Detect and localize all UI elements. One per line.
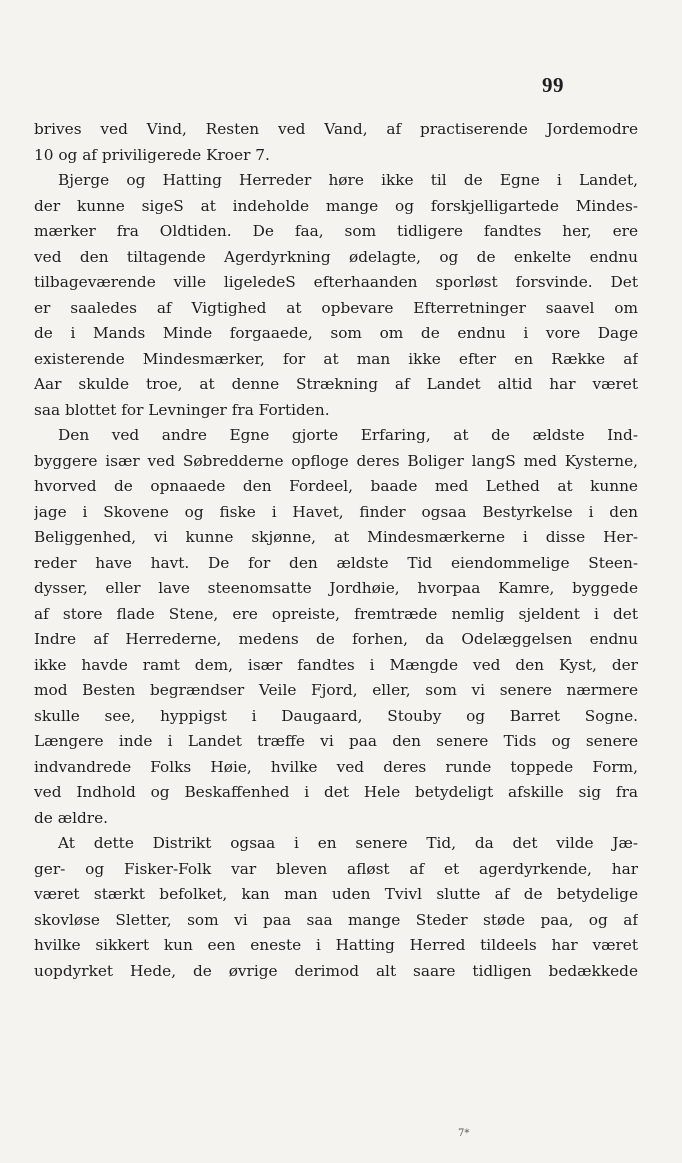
text-line: Aar skulde troe, at denne Strækning af Landet altid har været — [34, 375, 638, 393]
text-line: indvandrede Folks Høie, hvilke ved deres runde toppede Form, — [34, 757, 638, 776]
text-line: skovløse Sletter, som vi paa saa mange Steder støde paa, og af — [34, 910, 638, 929]
text-line: af store flade Stene, ere opreiste, fremtræde nemlig sjeldent i det — [34, 604, 638, 623]
signature-mark: 7* — [458, 1128, 470, 1139]
text-line: været stærkt befolket, kan man uden Tvivl slutte af de betydelige — [34, 885, 638, 903]
text-line: tilbageværende ville ligeledeS efterhaanden sporløst forsvinde. Det — [34, 273, 638, 291]
text-line: ikke havde ramt dem, især fandtes i Mængde ved den Kyst, der — [34, 655, 638, 674]
text-line: 10 og af priviligerede Kroer 7. — [34, 145, 270, 164]
text-line: byggere især ved Søbredderne opfloge deres Boliger langS med Kysterne, — [34, 451, 638, 470]
text-line: ved den tiltagende Agerdyrkning ødelagte, og de enkelte endnu — [34, 247, 638, 266]
text-line: Længere inde i Landet træffe vi paa den senere Tids og senere — [34, 732, 638, 750]
text-line: At dette Distrikt ogsaa i en senere Tid, da det vilde Jæ- — [58, 834, 638, 852]
text-line: hvilke sikkert kun een eneste i Hatting Herred tildeels har været — [34, 936, 638, 954]
text-line: ger- og Fisker-Folk var bleven afløst af et agerdyrkende, har — [34, 859, 638, 878]
body-text — [34, 117, 638, 984]
text-line: brives ved Vind, Resten ved Vand, af practiserende Jordemodre — [34, 120, 638, 138]
text-line: de ældre. — [34, 808, 108, 827]
text-line: reder have havt. De for den ældste Tid eiendommelige Steen- — [34, 553, 638, 572]
text-line: er saaledes af Vigtighed at opbevare Efterretninger saavel om — [34, 298, 638, 317]
text-line: mærker fra Oldtiden. De faa, som tidligere fandtes her, ere — [34, 222, 638, 240]
text-line: Den ved andre Egne gjorte Erfaring, at de ældste Ind- — [58, 426, 638, 444]
text-line: de i Mands Minde forgaaede, som om de endnu i vore Dage — [34, 324, 638, 342]
text-line: skulle see, hyppigst i Daugaard, Stouby og Barret Sogne. — [34, 706, 638, 725]
text-line: mod Besten begrændser Veile Fjord, eller, som vi senere nærmere — [34, 681, 638, 699]
page-number: 99 — [542, 73, 564, 97]
text-line: Indre af Herrederne, medens de forhen, da Odelæggelsen endnu — [34, 630, 638, 648]
text-line: ved Indhold og Beskaffenhed i det Hele betydeligt afskille sig fra — [34, 783, 638, 801]
text-line: hvorved de opnaaede den Fordeel, baade med Lethed at kunne — [34, 477, 638, 495]
text-line: dysser, eller lave steenomsatte Jordhøie, hvorpaa Kamre, byggede — [34, 579, 638, 597]
text-line: saa blottet for Levninger fra Fortiden. — [34, 400, 330, 419]
text-line: uopdyrket Hede, de øvrige derimod alt saare tidligen bedækkede — [34, 961, 638, 980]
text-line: Beliggenhed, vi kunne skjønne, at Mindesmærkerne i disse Her- — [34, 528, 638, 546]
text-line: existerende Mindesmærker, for at man ikke efter en Række af — [34, 349, 638, 368]
text-line: jage i Skovene og fiske i Havet, finder ogsaa Bestyrkelse i den — [34, 502, 638, 521]
text-line: der kunne sigeS at indeholde mange og forskjelligartede Mindes- — [34, 196, 638, 215]
text-line: Bjerge og Hatting Herreder høre ikke til de Egne i Landet, — [58, 171, 638, 189]
